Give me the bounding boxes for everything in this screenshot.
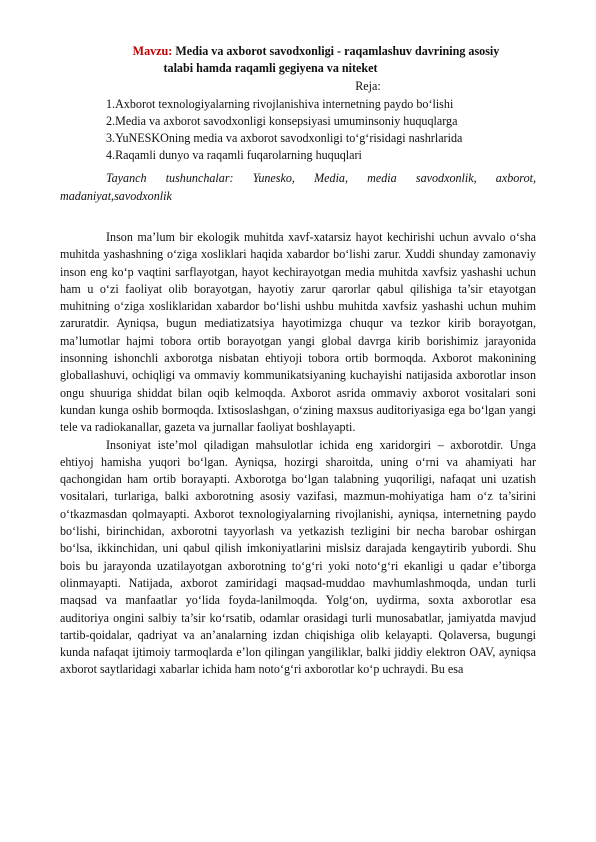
key-concepts: Tayanch tushunchalar: Yunesko, Media, media savodxonlik, axborot, madaniyat,savodxonlik bbox=[60, 171, 536, 203]
plan-item: 4.Raqamli dunyo va raqamli fuqarolarning huquqlari bbox=[106, 148, 362, 162]
plan-heading: Reja: bbox=[355, 79, 381, 93]
plan-list bbox=[106, 96, 536, 164]
plan-item: 1.Axborot texnologiyalarning rivojlanishiva internetning paydo bo‘lishi bbox=[106, 97, 454, 111]
plan-item: 2.Media va axborot savodxonligi konsepsiyasi umuminsoniy huquqlarga bbox=[106, 114, 458, 128]
topic-title-line-2: talabi hamda raqamli gegiyena va niteket bbox=[163, 61, 378, 75]
topic-title-text: Media va axborot savodxonligi - raqamlashuv davrining asosiy bbox=[175, 44, 500, 58]
topic-label: Mavzu: bbox=[132, 44, 173, 58]
paragraph: Inson ma’lum bir ekologik muhitda xavf-xatarsiz hayot kechirishi uchun avvalo o‘sha muhitda yashashning o‘ziga xosliklari haqida xabardor bo‘lishi zarur. Xuddi shunday zamonaviy inson eng ko‘p vaqtini sarflayotgan, hayot kechirayotgan media muhitda xavfsiz yashashi uchun ham u o‘zi faoliyat olib borayotgan, hayotiy zarur qarorlar qabul qilishiga ta’sir etayotgan muhitning o‘ziga xosliklaridan xabardor bo‘lishi ushbu muhitda xavfsiz yashashi uchun muhim zaruratdir. Ayniqsa, bugun mediatizatsiya hayotimizga chuqur va tezkor kirib borayotgan, ma’lumotlar hajmi tobora ortib borayotgan yangi global davrga kirib borishimiz jarayonida insonning ishonchli axborotga nisbatan ehtiyoji tobora ortib bormoqda. Axborot makonining globallashuvi, ochiqligi va ommaviy kommunikatsiyaning kuchayishi natijasida axborotlar inson ongu shuuriga shiddat bilan oqib kelmoqda. Axborot asrida ommaviy axborot vositalari soni kundan kunga oshib bormoqda. Ixtisoslashgan, o‘zining maxsus auditoriyasiga ega bo‘lgan yangi tele va radiokanallar, gazeta va jurnallar faoliyat boshlayapti. bbox=[60, 230, 536, 435]
body-text bbox=[60, 229, 536, 679]
paragraph: Insoniyat iste’mol qiladigan mahsulotlar ichida eng xaridorgiri – axborotdir. Unga ehtiyoj hamisha yuqori bo‘lgan. Ayniqsa, hozirgi sharoitda, uning o‘rni va ahamiyati har qachongidan ham ortib borayapti. Axborotga bo‘lgan talabning yuqoriligi, nafaqat uni uzatish vositalari, turlariga, balki axborotning asosiy vazifasi, mazmun-mohiyatiga ham o‘z ta’sirini o‘tkazmasdan qolmayapti. Axborot texnologiyalarning rivojlanishi, ayniqsa, internetning paydo bo‘lishi, birinchidan, axborotni tayyorlash va yetkazish tezligini bir necha barobar oshirgan bo‘lsa, ikkinchidan, uni qabul qilish imkoniyatlarini mislsiz darajada kengaytirib yubordi. Shu bois bu jarayonda uzatilayotgan axborotning to‘g‘ri yoki noto‘g‘ri ekanligi u qadar e’tiborga olinmayapti. Natijada, axborot zamiridagi maqsad-muddao mavhumlashmoqda, undan turli maqsad va manfaatlar yo‘lida foyda-lanilmoqda. Yolg‘on, uydirma, soxta axborotlar esa auditoriya ongini salbiy ta’sir ko‘rsatib, odamlar orasidagi turli munosabatlar, jamiyatda mavjud tartib-qoidalar, qadriyat va an’analarning izdan chiqishiga olib kelayapti. Qolaversa, bugungi kunda nafaqat ijtimoiy tarmoqlarda e’lon qilingan yangiliklar, balki jiddiy elektron OAV, ayniqsa axborot saytlaridagi xabarlar ichida ham noto‘g‘ri axborotlar ko‘p uchraydi. Bu esa bbox=[60, 437, 536, 677]
plan-item: 3.YuNESKOning media va axborot savodxonligi to‘g‘risidagi nashrlarida bbox=[106, 131, 463, 145]
topic-title-line-1 bbox=[60, 43, 536, 59]
